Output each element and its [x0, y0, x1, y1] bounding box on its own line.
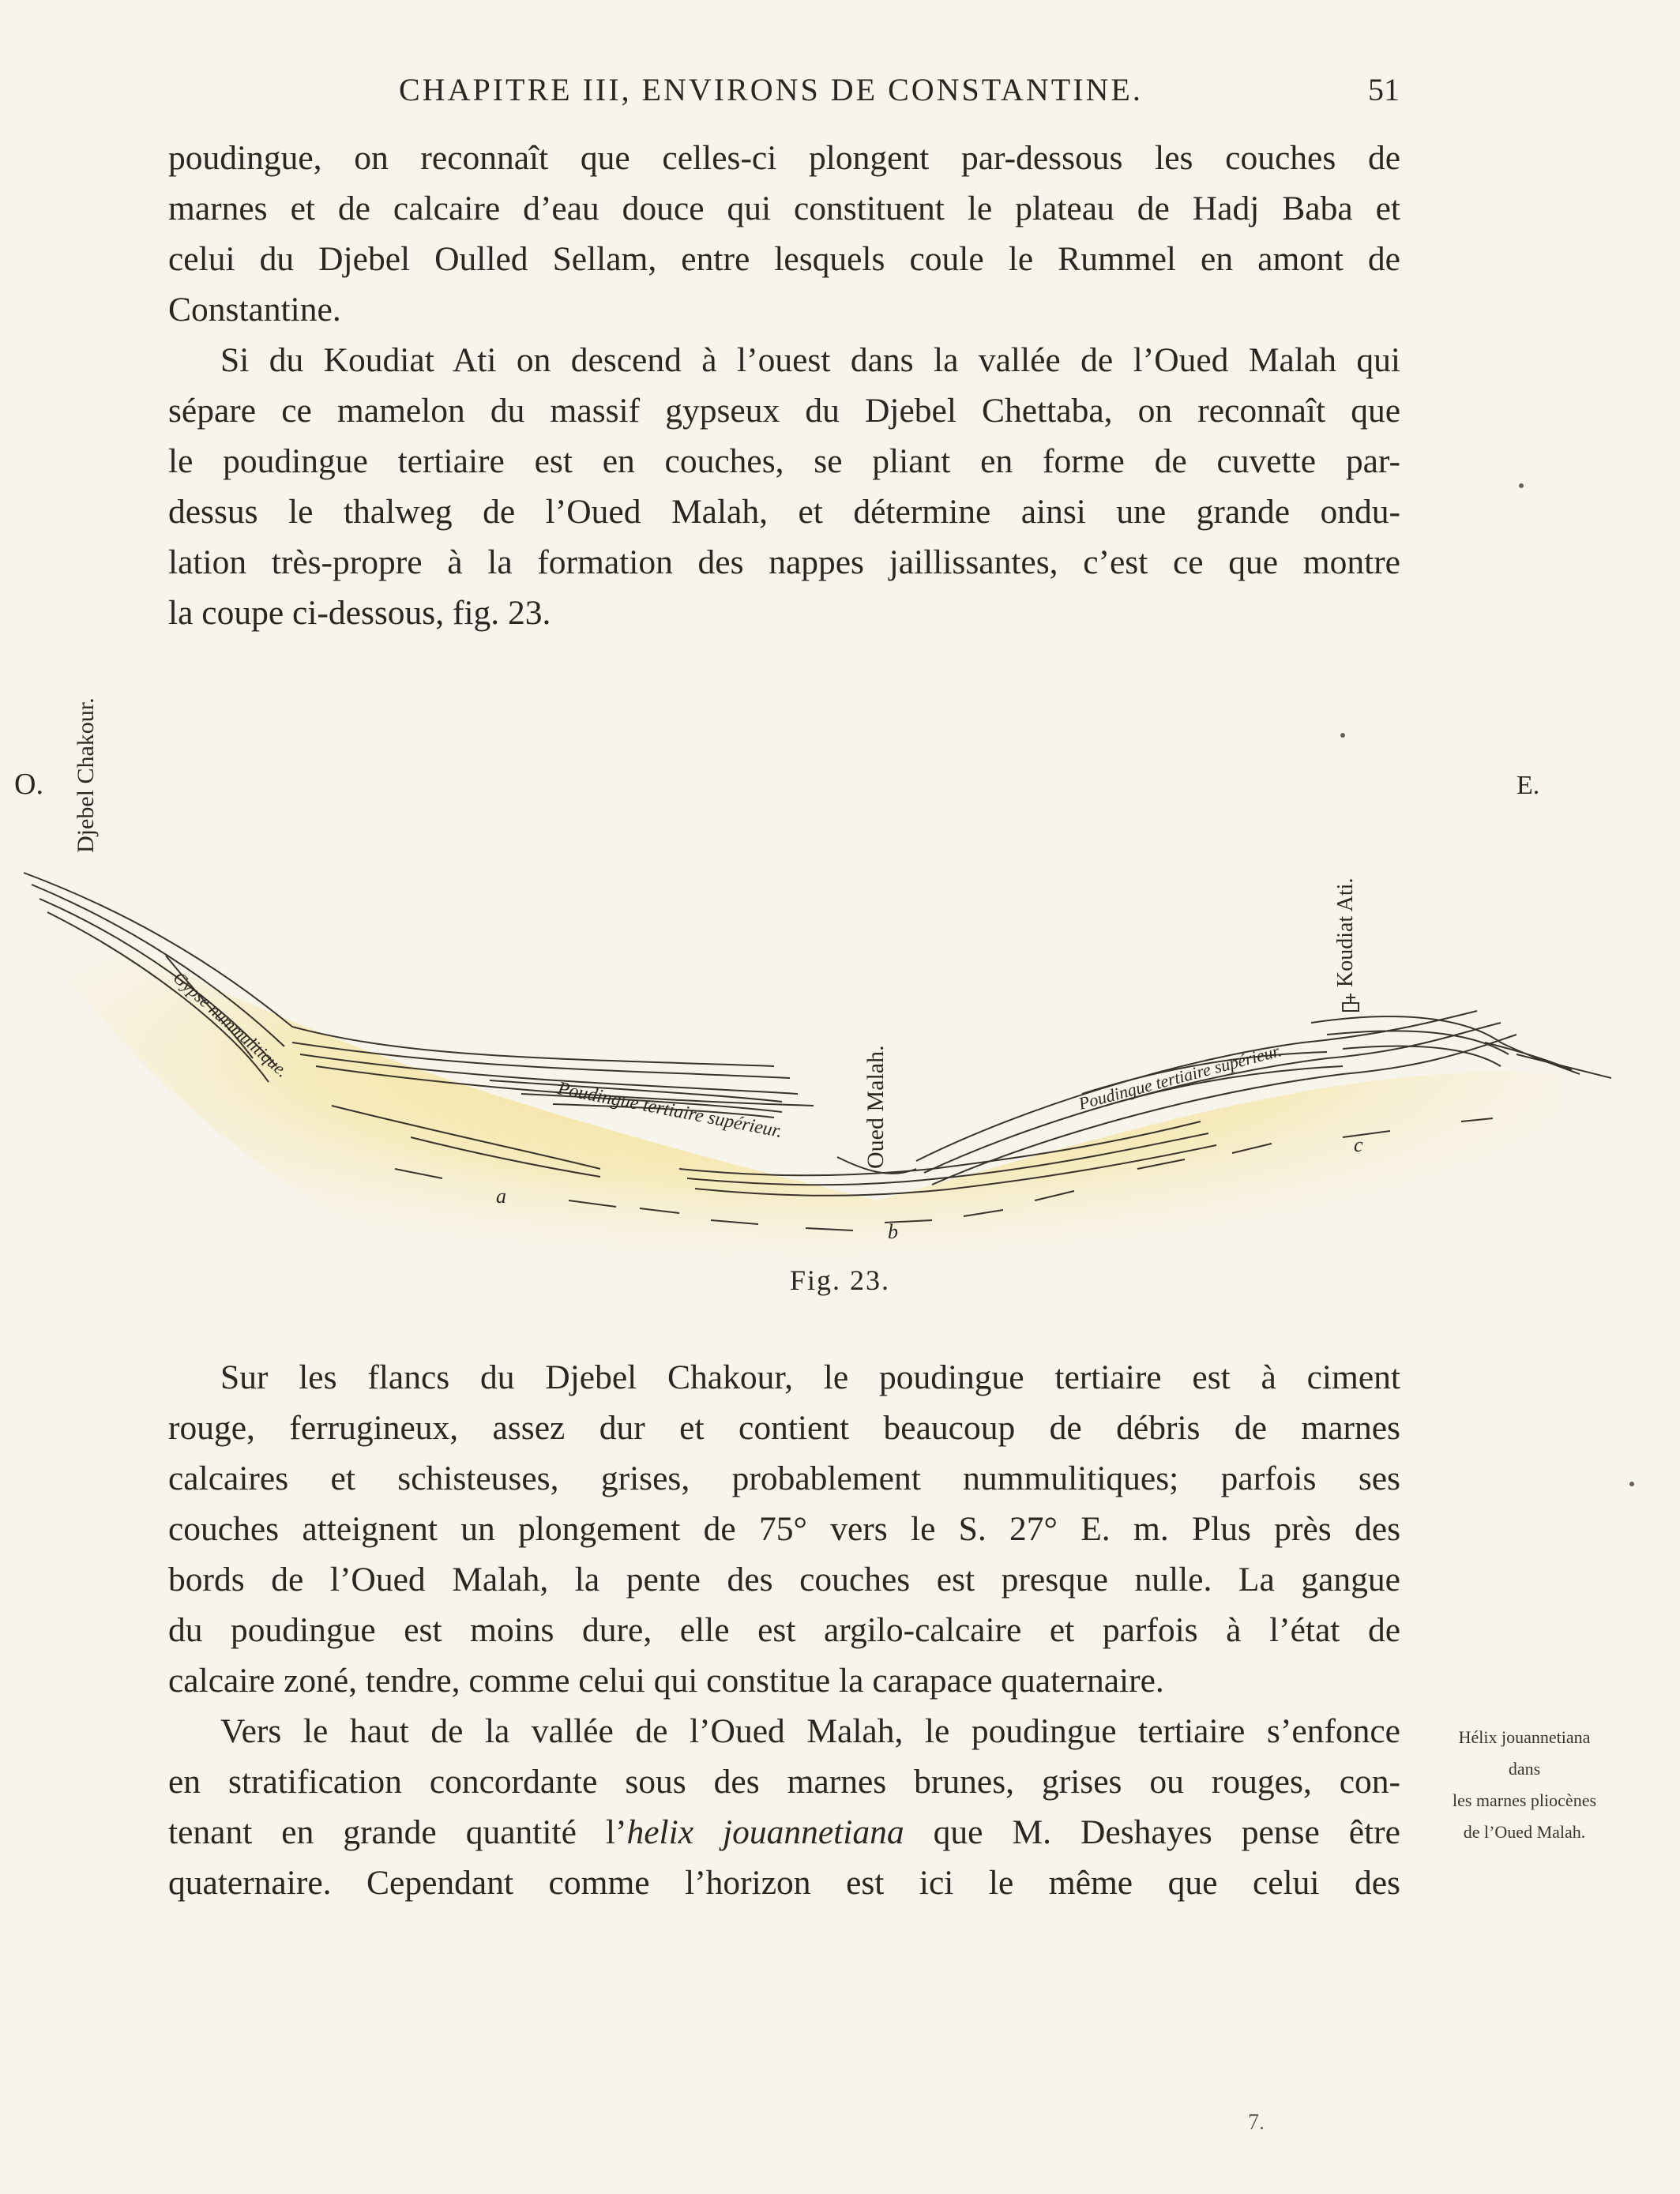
paragraph-4	[168, 1706, 1400, 1908]
label-oued-malah: Oued Malah.	[863, 1045, 889, 1169]
text-line: Si du Koudiat Ati on descend à l’ouest dans la vallée de l’Oued Malah qui	[220, 341, 1400, 379]
text-line: celui du Djebel Oulled Sellam, entre lesquels coule le Rummel en amont de	[168, 240, 1400, 278]
paragraph-3	[168, 1352, 1400, 1706]
text-block-top	[168, 133, 1400, 638]
paper-speck	[1340, 733, 1345, 738]
text-line: rouge, ferrugineux, assez dur et contient beaucoup de débris de marnes	[168, 1409, 1400, 1447]
signature-mark: 7.	[1248, 2110, 1265, 2135]
text-line: en stratification concordante sous des marnes brunes, grises ou rouges, con-	[168, 1763, 1400, 1801]
figure-caption: Fig. 23.	[789, 1264, 891, 1296]
text-line: calcaires et schisteuses, grises, probablement nummulitiques; parfois ses	[168, 1460, 1400, 1497]
text-block-bottom	[168, 1352, 1400, 1908]
geological-section	[0, 695, 1680, 1343]
text-line	[168, 1807, 1400, 1858]
label-b: b	[888, 1220, 898, 1243]
label-koudiat-ati: Koudiat Ati.	[1333, 877, 1358, 987]
species-name: helix jouannetiana	[626, 1813, 904, 1851]
text-line: bords de l’Oued Malah, la pente des couches est presque nulle. La gangue	[168, 1561, 1400, 1599]
text-fragment: tenant en grande quantité l’	[168, 1813, 627, 1851]
text-line: calcaire zoné, tendre, comme celui qui constitue la carapace quaternaire.	[168, 1662, 1164, 1700]
running-title: CHAPITRE III, ENVIRONS DE CONSTANTINE.	[399, 72, 1143, 107]
text-line: dessus le thalweg de l’Oued Malah, et détermine ainsi une grande ondu-	[168, 493, 1400, 531]
text-line: poudingue, on reconnaît que celles-ci plongent par-dessous les couches de	[168, 139, 1400, 177]
label-djebel-chakour: Djebel Chakour.	[73, 697, 99, 853]
paragraph-2	[168, 335, 1400, 638]
text-line: Sur les flancs du Djebel Chakour, le poudingue tertiaire est à ciment	[220, 1358, 1400, 1396]
label-east: E.	[1517, 771, 1540, 800]
text-line: marnes et de calcaire d’eau douce qui constituent le plateau de Hadj Baba et	[168, 190, 1400, 227]
label-gypse: Gypse nummulitique.	[169, 967, 293, 1081]
margin-note-line: les marnes pliocènes	[1452, 1790, 1597, 1810]
text-line: la coupe ci-dessous, fig. 23.	[168, 594, 551, 632]
text-line: couches atteignent un plongement de 75° vers le S. 27° E. m. Plus près des	[168, 1510, 1400, 1548]
text-line: sépare ce mamelon du massif gypseux du Djebel Chettaba, on reconnaît que	[168, 392, 1400, 430]
text-line: Constantine.	[168, 291, 341, 329]
label-poudingue-right: Poudingue tertiaire supérieur.	[1076, 1040, 1284, 1114]
paragraph-1	[168, 133, 1400, 335]
text-line: Vers le haut de la vallée de l’Oued Malah, le poudingue tertiaire s’enfonce	[220, 1712, 1400, 1750]
text-fragment: que M. Deshayes pense être	[904, 1813, 1400, 1851]
page-number: 51	[1368, 72, 1400, 107]
paper-speck	[1519, 483, 1524, 488]
label-poudingue-left: Poudingue tertiaire supérieur.	[555, 1078, 784, 1143]
label-c: c	[1354, 1133, 1363, 1156]
label-west: O.	[14, 768, 43, 801]
margin-note	[1418, 1722, 1631, 1848]
text-line: le poudingue tertiaire est en couches, se pliant en forme de cuvette par-	[168, 442, 1400, 480]
paper-speck	[1629, 1482, 1634, 1486]
margin-note-line: dans	[1508, 1759, 1541, 1779]
margin-note-line: de l’Oued Malah.	[1463, 1822, 1586, 1842]
figure-23	[0, 695, 1680, 1343]
text-line: du poudingue est moins dure, elle est argilo-calcaire et parfois à l’état de	[168, 1611, 1400, 1649]
text-line: lation très-propre à la formation des nappes jaillissantes, c’est ce que montre	[168, 543, 1400, 581]
margin-note-line: Hélix jouannetiana	[1458, 1727, 1591, 1747]
koudiat-ati-marker	[1343, 994, 1359, 1011]
text-line: quaternaire. Cependant comme l’horizon est ici le même que celui des	[168, 1864, 1400, 1902]
label-a: a	[496, 1185, 506, 1208]
